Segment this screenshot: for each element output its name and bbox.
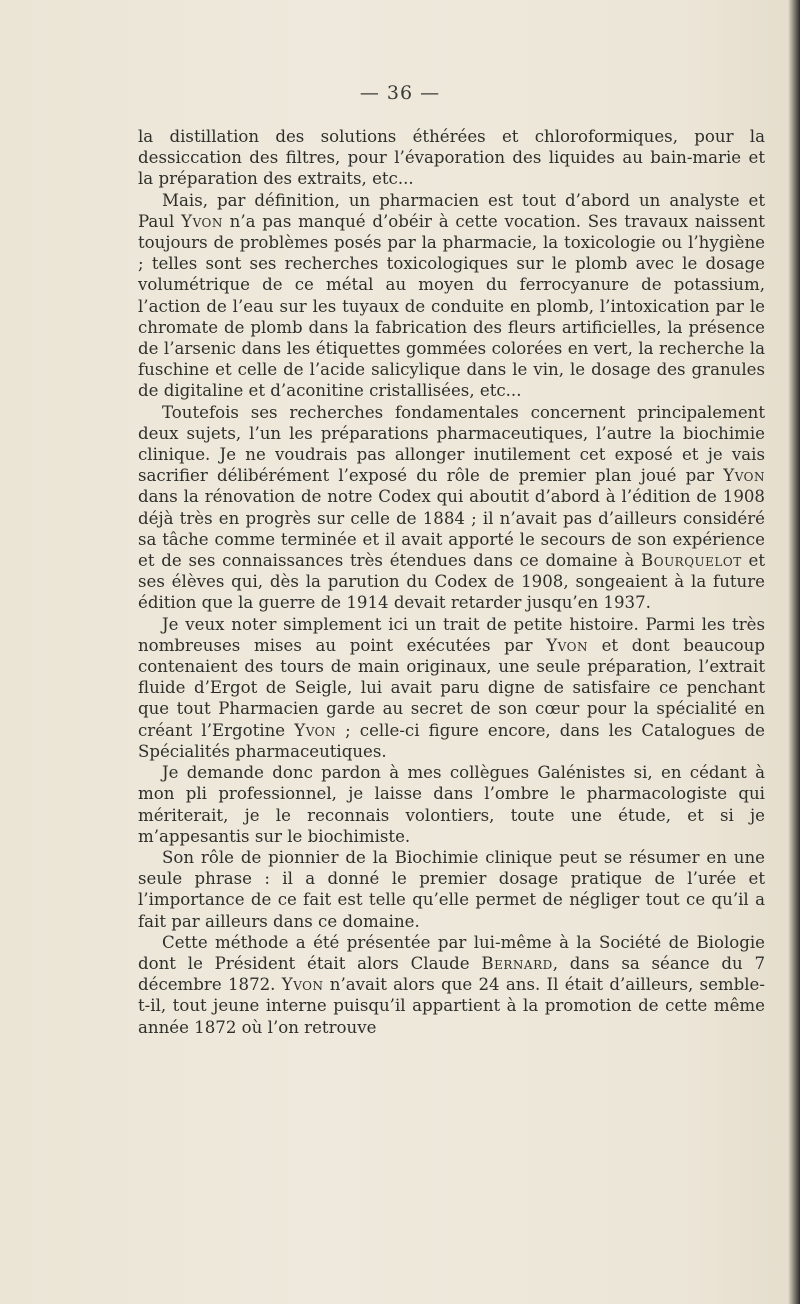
person-name: Yvon xyxy=(281,975,324,995)
person-name: Yvon xyxy=(723,466,765,486)
text-run: n’a pas manqué d’obéir à cette vocation. Ses travaux naissent toujours de problèmes posés par la pharmacie, la toxicologie ou l’hygiène ; telles sont ses recherches toxicologiques sur le plomb avec le dosage volumétrique de ce métal au moyen du ferrocyanure de potassium, l’action de l’eau sur les tuyaux de conduite en plomb, l’intoxication par le chromate de plomb dans la fabrication des fleurs artificielles, la présence de l’arsenic dans les étiquettes gommées colorées en vert, la recherche la fuschine et celle de l’acide salicylique dans le vin, le dosage des granules de digitaline et d’aconitine cristallisées, etc... xyxy=(138,211,765,401)
text-run: , dans sa séance du 7 décembre 1872. xyxy=(138,953,765,995)
body-text xyxy=(138,126,765,1038)
paragraph-4 xyxy=(138,614,765,762)
text-run: ; celle-ci figure encore, dans les Catalogues de Spécialités pharmaceutiques. xyxy=(138,720,765,761)
paragraph-7 xyxy=(138,932,765,1038)
person-name: Yvon xyxy=(546,635,588,655)
text-run: Mais, par définition, un pharmacien est tout d’abord un analyste et Paul xyxy=(138,190,765,231)
text-run: Cette méthode a été présentée par lui-même à la Société de Biologie dont le Président était alors Claude xyxy=(138,932,765,973)
text-run: Toutefois ses recherches fondamentales concernent principalement deux sujets, l’un les préparations pharmaceutiques, l’autre la biochimie clinique. Je ne voudrais pas allonger inutilement cet exposé et je vais sacrifier délibérément l’exposé du rôle de premier plan joué par xyxy=(138,402,765,486)
text-run: et dont beaucoup contenaient des tours de main originaux, une seule préparation, l’extrait fluide d’Ergot de Seigle, lui avait paru digne de satisfaire ce penchant que tout Pharmacien garde au secret de son cœur pour la spécialité en créant l’Ergotine xyxy=(138,635,765,740)
person-name: Yvon xyxy=(294,720,336,740)
paragraph-5: Je demande donc pardon à mes collègues Galénistes si, en cédant à mon pli professionnel, je laisse dans l’ombre le pharmacologiste qui mériterait, je le reconnais volontiers, toute une étude, et si je m’appesantis sur le biochimiste. xyxy=(138,763,765,846)
paragraph-2 xyxy=(138,190,765,402)
paragraph-1: la distillation des solutions éthérées et chloroformiques, pour la dessiccation des filtres, pour l’évaporation des liquides au bain-marie et la préparation des extraits, etc... xyxy=(138,127,765,189)
text-run: et ses élèves qui, dès la parution du Codex de 1908, songeaient à la future édition que la guerre de 1914 devait retarder jusqu’en 1937. xyxy=(138,551,766,613)
person-name: Bourquelot xyxy=(641,551,742,571)
text-run: n’avait alors que 24 ans. Il était d’ailleurs, semble-t-il, tout jeune interne puisqu’il appartient à la promotion de cette même année 1872 où l’on retrouve xyxy=(138,975,765,1037)
text-run: dans la rénovation de notre Codex qui aboutit d’abord à l’édition de 1908 déjà très en progrès sur celle de 1884 ; il n’avait pas d’ailleurs considéré sa tâche comme terminée et il avait apporté le secours de son expérience et de ses connaissances très étendues dans ce domaine à xyxy=(138,487,765,571)
paragraph-6: Son rôle de pionnier de la Biochimie clinique peut se résumer en une seule phrase : il a donné le premier dosage pratique de l’urée et l’importance de ce fait est telle qu’elle permet de négliger tout ce qu’il a fait par ailleurs dans ce domaine. xyxy=(138,847,765,931)
paragraph-3 xyxy=(138,402,765,614)
page-number: — 36 — xyxy=(359,82,441,104)
text-run: Je veux noter simplement ici un trait de petite histoire. Parmi les très nombreuses mises au point exécutées par xyxy=(138,614,765,655)
person-name: Bernard xyxy=(481,953,553,973)
person-name: Yvon xyxy=(181,211,223,231)
page-edge-shadow xyxy=(788,0,800,1304)
